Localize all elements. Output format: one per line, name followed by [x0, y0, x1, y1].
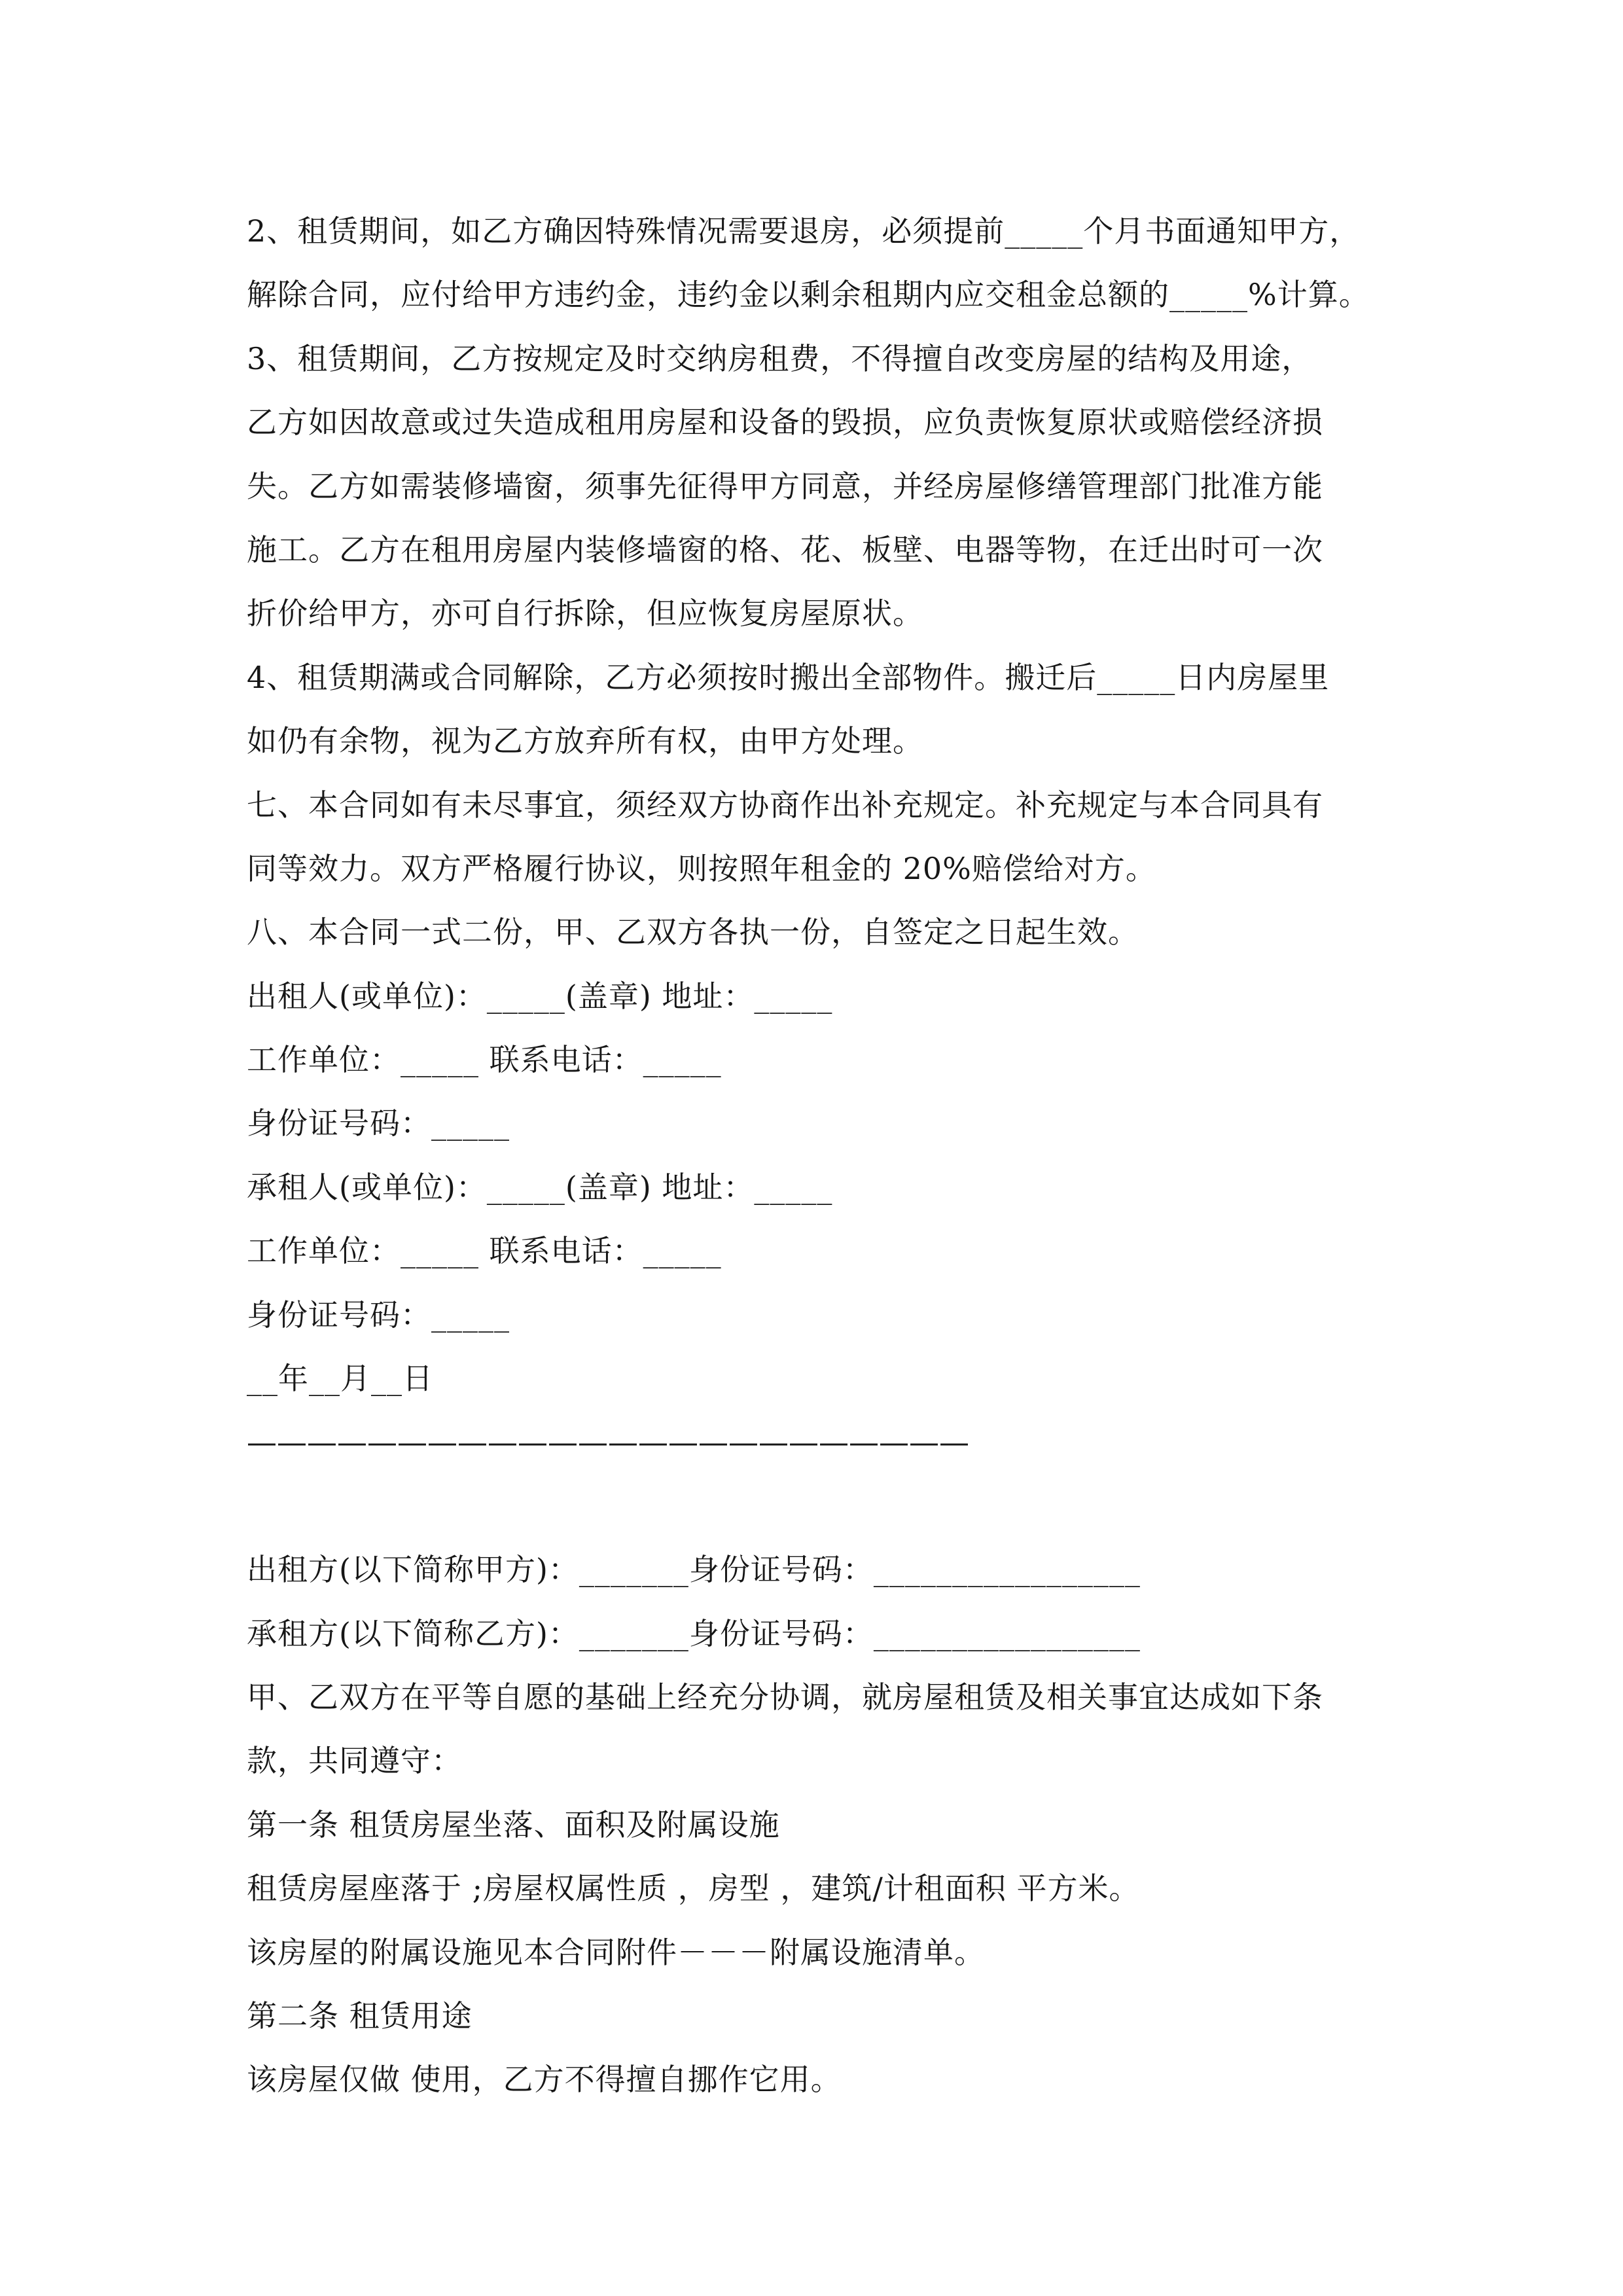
paragraph-line: 4、租赁期满或合同解除，乙方必须按时搬出全部物件。搬迁后_____日内房屋里 [247, 659, 1330, 695]
paragraph-line: 款，共同遵守： [247, 1743, 462, 1779]
paragraph-line: 同等效力。双方严格履行协议，则按照年租金的 20%赔偿给对方。 [247, 850, 1156, 886]
paragraph-line: 乙方如因故意或过失造成租用房屋和设备的毁损，应负责恢复原状或赔偿经济损 [247, 404, 1323, 440]
paragraph-line: 如仍有余物，视为乙方放弃所有权，由甲方处理。 [247, 723, 923, 759]
paragraph-line: 七、本合同如有未尽事宜，须经双方协商作出补充规定。补充规定与本合同具有 [247, 787, 1323, 823]
paragraph-line: 该房屋仅做 使用，乙方不得擅自挪作它用。 [247, 2062, 842, 2098]
paragraph-line: 租赁房屋座落于 ;房屋权属性质 ，房型 ，建筑/计租面积 平方米。 [247, 1871, 1140, 1907]
paragraph-line: 2、租赁期间，如乙方确因特殊情况需要退房，必须提前_____个月书面通知甲方， [247, 213, 1361, 249]
date-line: __年__月__日 [247, 1361, 433, 1397]
party-a-line: 出租方(以下简称甲方)：_______身份证号码：_________________ [247, 1552, 1141, 1588]
paragraph-line: 甲、乙双方在平等自愿的基础上经充分协调，就房屋租赁及相关事宜达成如下条 [247, 1679, 1323, 1715]
paragraph-line: 八、本合同一式二份，甲、乙双方各执一份，自签定之日起生效。 [247, 914, 1139, 950]
lessee-work-line: 工作单位：_____ 联系电话：_____ [247, 1233, 722, 1269]
document-body [247, 200, 1425, 2112]
paragraph-line: 失。乙方如需装修墙窗，须事先征得甲方同意，并经房屋修缮管理部门批准方能 [247, 468, 1323, 504]
section-divider: ———————————————————————— [247, 1424, 969, 1460]
article-heading: 第一条 租赁房屋坐落、面积及附属设施 [247, 1806, 780, 1842]
lessor-id-line: 身份证号码：_____ [247, 1105, 510, 1141]
lessee-id-line: 身份证号码：_____ [247, 1297, 510, 1333]
paragraph-line: 折价给甲方，亦可自行拆除，但应恢复房屋原状。 [247, 596, 923, 632]
article-heading: 第二条 租赁用途 [247, 1998, 473, 2034]
blank-line [247, 1475, 1425, 1538]
paragraph-line: 3、租赁期间，乙方按规定及时交纳房租费，不得擅自改变房屋的结构及用途， [247, 340, 1313, 376]
lessor-work-line: 工作单位：_____ 联系电话：_____ [247, 1042, 722, 1078]
paragraph-line: 该房屋的附属设施见本合同附件－－－附属设施清单。 [247, 1934, 985, 1970]
paragraph-line: 施工。乙方在租用房屋内装修墙窗的格、花、板壁、电器等物，在迁出时可一次 [247, 531, 1323, 567]
lessor-line: 出租人(或单位)：_____(盖章) 地址：_____ [247, 978, 833, 1014]
lessee-line: 承租人(或单位)：_____(盖章) 地址：_____ [247, 1169, 833, 1205]
paragraph-line: 解除合同，应付给甲方违约金，违约金以剩余租期内应交租金总额的_____%计算。 [247, 277, 1370, 313]
party-b-line: 承租方(以下简称乙方)：_______身份证号码：_________________ [247, 1615, 1141, 1651]
